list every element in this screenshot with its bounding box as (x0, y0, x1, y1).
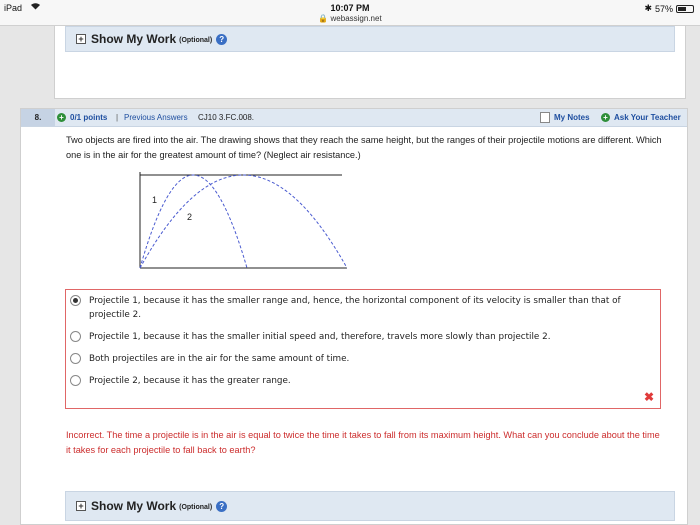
question-header (21, 109, 687, 127)
points-link[interactable]: 0/1 points (70, 113, 108, 122)
trajectory-1 (140, 175, 247, 268)
trajectory-figure (137, 167, 347, 275)
page (0, 26, 700, 525)
question-number: 8. (21, 109, 55, 126)
bluetooth-icon: ✱ (644, 3, 652, 13)
expand-icon[interactable]: + (76, 34, 86, 44)
show-my-work-label: Show My Work (91, 499, 177, 513)
ask-teacher-link[interactable]: Ask Your Teacher (614, 113, 681, 122)
radio-button[interactable] (70, 295, 81, 306)
radio-button[interactable] (70, 353, 81, 364)
help-icon[interactable]: ? (216, 34, 227, 45)
trajectory-2 (140, 175, 347, 268)
clock: 10:07 PM (330, 3, 370, 13)
my-notes-link[interactable]: My Notes (554, 113, 590, 122)
optional-label: (Optional) (179, 36, 213, 44)
url-text: webassign.net (330, 14, 382, 23)
show-my-work-top[interactable] (65, 26, 675, 52)
trajectory-1-label: 1 (152, 195, 158, 205)
url-bar[interactable]: 🔒 webassign.net (318, 14, 382, 23)
previous-question-panel (54, 26, 686, 99)
separator: | (116, 113, 119, 122)
optional-label: (Optional) (179, 503, 213, 511)
incorrect-icon: ✖ (643, 390, 654, 404)
ask-teacher-plus-icon[interactable]: + (601, 113, 610, 122)
choice-text: Projectile 1, because it has the smaller initial speed and, therefore, travels more slowly than projectile 2. (89, 332, 551, 342)
choice-2[interactable] (70, 330, 659, 344)
battery-icon (676, 5, 694, 13)
answer-choices (65, 289, 661, 409)
help-icon[interactable]: ? (216, 501, 227, 512)
notes-icon[interactable] (540, 112, 550, 123)
choice-text: Both projectiles are in the air for the same amount of time. (89, 354, 350, 364)
question-code: CJ10 3.FC.008. (198, 113, 255, 122)
status-bar (0, 0, 700, 26)
question-text: Two objects are fired into the air. The drawing shows that they reach the same height, but the ranges of their projectile motions are different. Which one is in the air for the greatest amount of time? (Neglect air resistance.) (66, 135, 662, 160)
feedback-text: Incorrect. The time a projectile is in the air is equal to twice the time it takes to fall from its maximum height. What can you conclude about the time it takes for each projectile to fall back to earth? (66, 430, 660, 455)
show-my-work-label: Show My Work (91, 32, 177, 46)
radio-button[interactable] (70, 331, 81, 342)
device-name: iPad (4, 3, 23, 13)
choice-text: Projectile 1, because it has the smaller range and, hence, the horizontal component of its velocity is smaller than that of projectile 2. (89, 296, 621, 320)
trajectory-2-label: 2 (187, 212, 193, 222)
status-right (644, 3, 694, 14)
battery-fill (678, 7, 686, 11)
question-panel (20, 108, 688, 525)
show-my-work-bottom[interactable] (65, 491, 675, 521)
points-plus-icon[interactable]: + (57, 113, 66, 122)
expand-icon[interactable]: + (76, 501, 86, 511)
choice-1[interactable] (70, 294, 659, 322)
choice-text: Projectile 2, because it has the greater range. (89, 376, 291, 386)
previous-answers-link[interactable]: Previous Answers (124, 113, 188, 122)
choice-3[interactable] (70, 352, 659, 366)
radio-button[interactable] (70, 375, 81, 386)
choice-4[interactable] (70, 374, 659, 388)
battery-percent: 57% (654, 3, 673, 14)
